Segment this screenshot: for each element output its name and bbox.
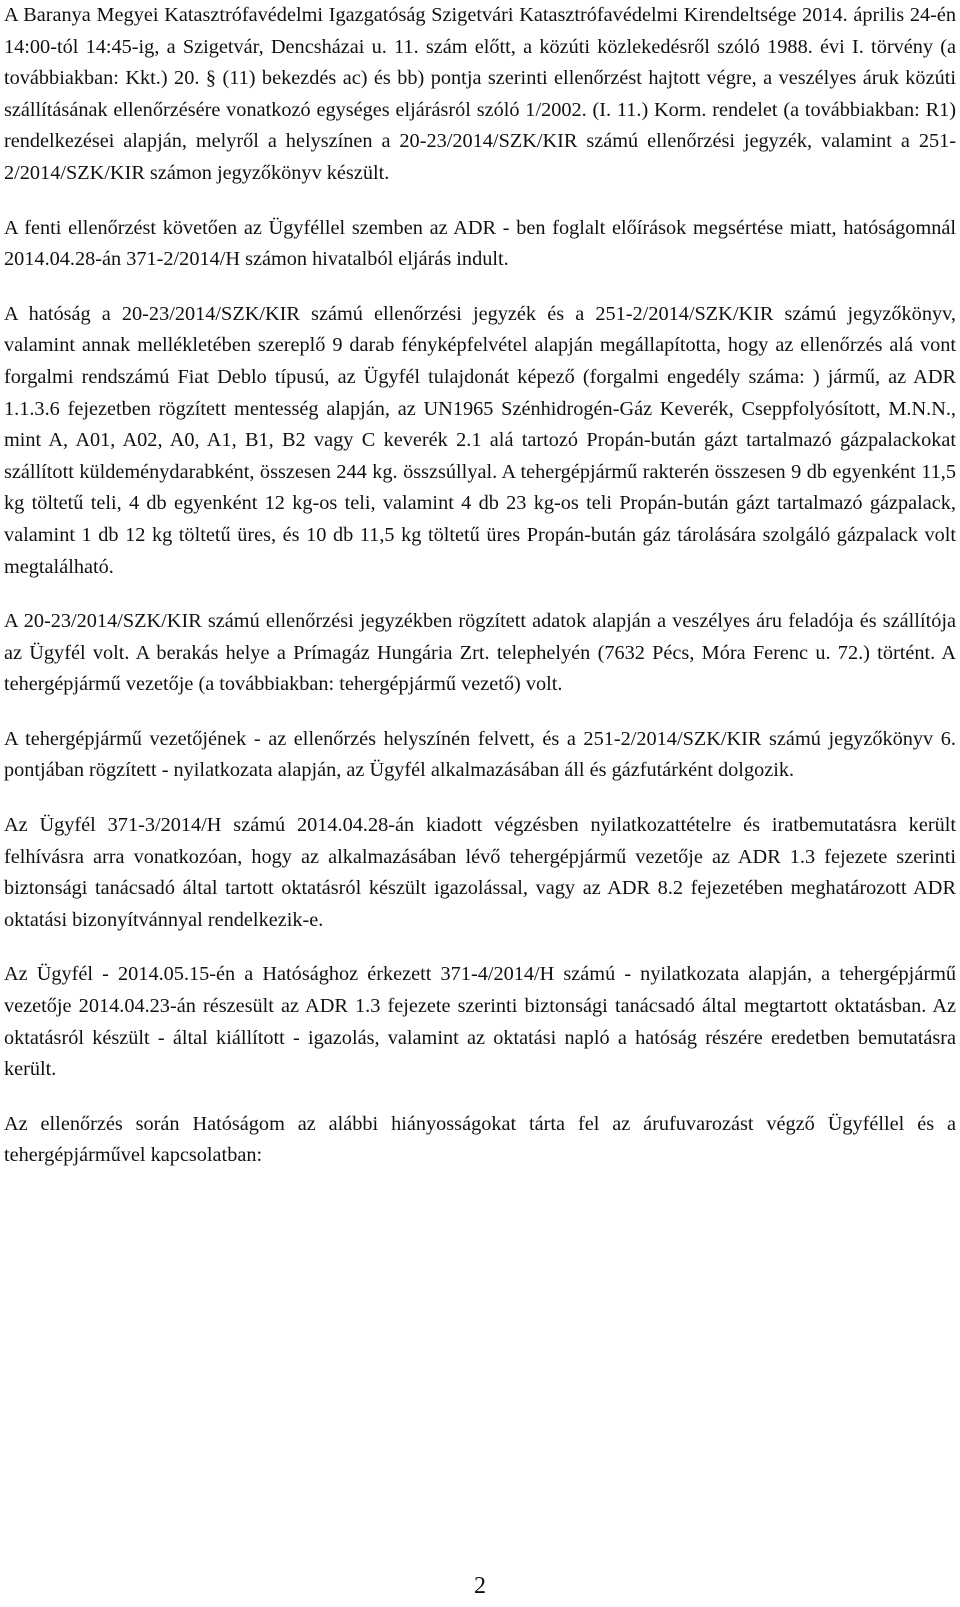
paragraph-procedure-started: A fenti ellenőrzést követően az Ügyféllel szemben az ADR - ben foglalt előírások megsértése miatt, hatóságomnál 2014.04.28-án 371-2/2014/H számon hivatalból eljárás indult. bbox=[4, 216, 956, 271]
paragraph-sender-carrier: A 20-23/2014/SZK/KIR számú ellenőrzési jegyzékben rögzített adatok alapján a veszélyes áru feladója és szállítója az Ügyfél volt. A berakás helye a Prímagáz Hungária Zrt. telephelyén (7632 Pécs, Móra Ferenc u. 72.) történt. A tehergépjármű vezetője (a továbbiakban: tehergépjármű vezető) volt. bbox=[4, 610, 956, 696]
paragraph-driver-statement: A tehergépjármű vezetőjének - az ellenőrzés helyszínén felvett, és a 251-2/2014/SZK/KIR számú jegyzőkönyv 6. pontjában rögzített - nyilatkozata alapján, az Ügyfél alkalmazásában áll és gázfutárként dolgozik. bbox=[4, 727, 956, 782]
document-page bbox=[4, 0, 956, 1172]
paragraph-deficiencies-intro: Az ellenőrzés során Hatóságom az alábbi hiányosságokat tárta fel az árufuvarozást végző Ügyféllel és a tehergépjárművel kapcsolatban: bbox=[4, 1112, 956, 1167]
page-number: 2 bbox=[474, 1573, 486, 1599]
paragraph-findings: A hatóság a 20-23/2014/SZK/KIR számú ellenőrzési jegyzék és a 251-2/2014/SZK/KIR számú jegyzőkönyv, valamint annak mellékletében szereplő 9 darab fényképfelvétel alapján megállapította, hogy az ellenőrzés alá vont forgalmi rendszámú Fiat Deblo típusú, az Ügyfél tulajdonát képező (forgalmi engedély száma: ) jármű, az ADR 1.1.3.6 fejezetben rögzített mentesség alapján, az UN1965 Szénhidrogén-Gáz Keverék, Cseppfolyósított, M.N.N., mint A, A01, A02, A0, A1, B1, B2 vagy C keverék 2.1 alá tartozó Propán-bután gázt tartalmazó gázpalackokat szállított küldeménydarabként, összesen 244 kg. összsúllyal. A tehergépjármű rakterén összesen 9 db egyenként 11,5 kg töltetű teli, 4 db egyenként 12 kg-os teli, valamint 4 db 23 kg-os teli Propán-bután gázt tartalmazó gázpalack, valamint 1 db 12 kg töltetű üres, és 10 db 11,5 kg töltetű üres Propán-bután gáz tárolására szolgáló gázpalack volt megtalálható. bbox=[4, 302, 956, 578]
paragraph-client-response: Az Ügyfél - 2014.05.15-én a Hatósághoz érkezett 371-4/2014/H számú - nyilatkozata alapján, a tehergépjármű vezetője 2014.04.23-án részesült az ADR 1.3 fejezete szerinti biztonsági tanácsadó által megtartott oktatásban. Az oktatásról készült - által kiállított - igazolás, valamint az oktatási napló a hatóság részére eredetben bemutatásra került. bbox=[4, 963, 956, 1081]
paragraph-inspection-intro: A Baranya Megyei Katasztrófavédelmi Igazgatóság Szigetvári Katasztrófavédelmi Kirendeltsége 2014. április 24-én 14:00-tól 14:45-ig, a Szigetvár, Dencsházai u. 11. szám előtt, a közúti közlekedésről szóló 1988. évi I. törvény (a továbbiakban: Kkt.) 20. § (11) bekezdés ac) és bb) pontja szerinti ellenőrzést hajtott végre, a veszélyes áruk közúti szállításának ellenőrzésére vonatkozó egységes eljárásról szóló 1/2002. (I. 11.) Korm. rendelet (a továbbiakban: R1) rendelkezései alapján, melyről a helyszínen a 20-23/2014/SZK/KIR számú ellenőrzési jegyzék, valamint a 251-2/2014/SZK/KIR számon jegyzőkönyv készült. bbox=[4, 4, 956, 184]
paragraph-request-documents: Az Ügyfél 371-3/2014/H számú 2014.04.28-án kiadott végzésben nyilatkozattételre és iratbemutatásra került felhívásra arra vonatkozóan, hogy az alkalmazásában lévő tehergépjármű vezetője az ADR 1.3 fejezete szerinti biztonsági tanácsadó által tartott oktatásról készült igazolással, vagy az ADR 8.2 fejezetében meghatározott ADR oktatási bizonyítvánnyal rendelkezik-e. bbox=[4, 814, 956, 931]
